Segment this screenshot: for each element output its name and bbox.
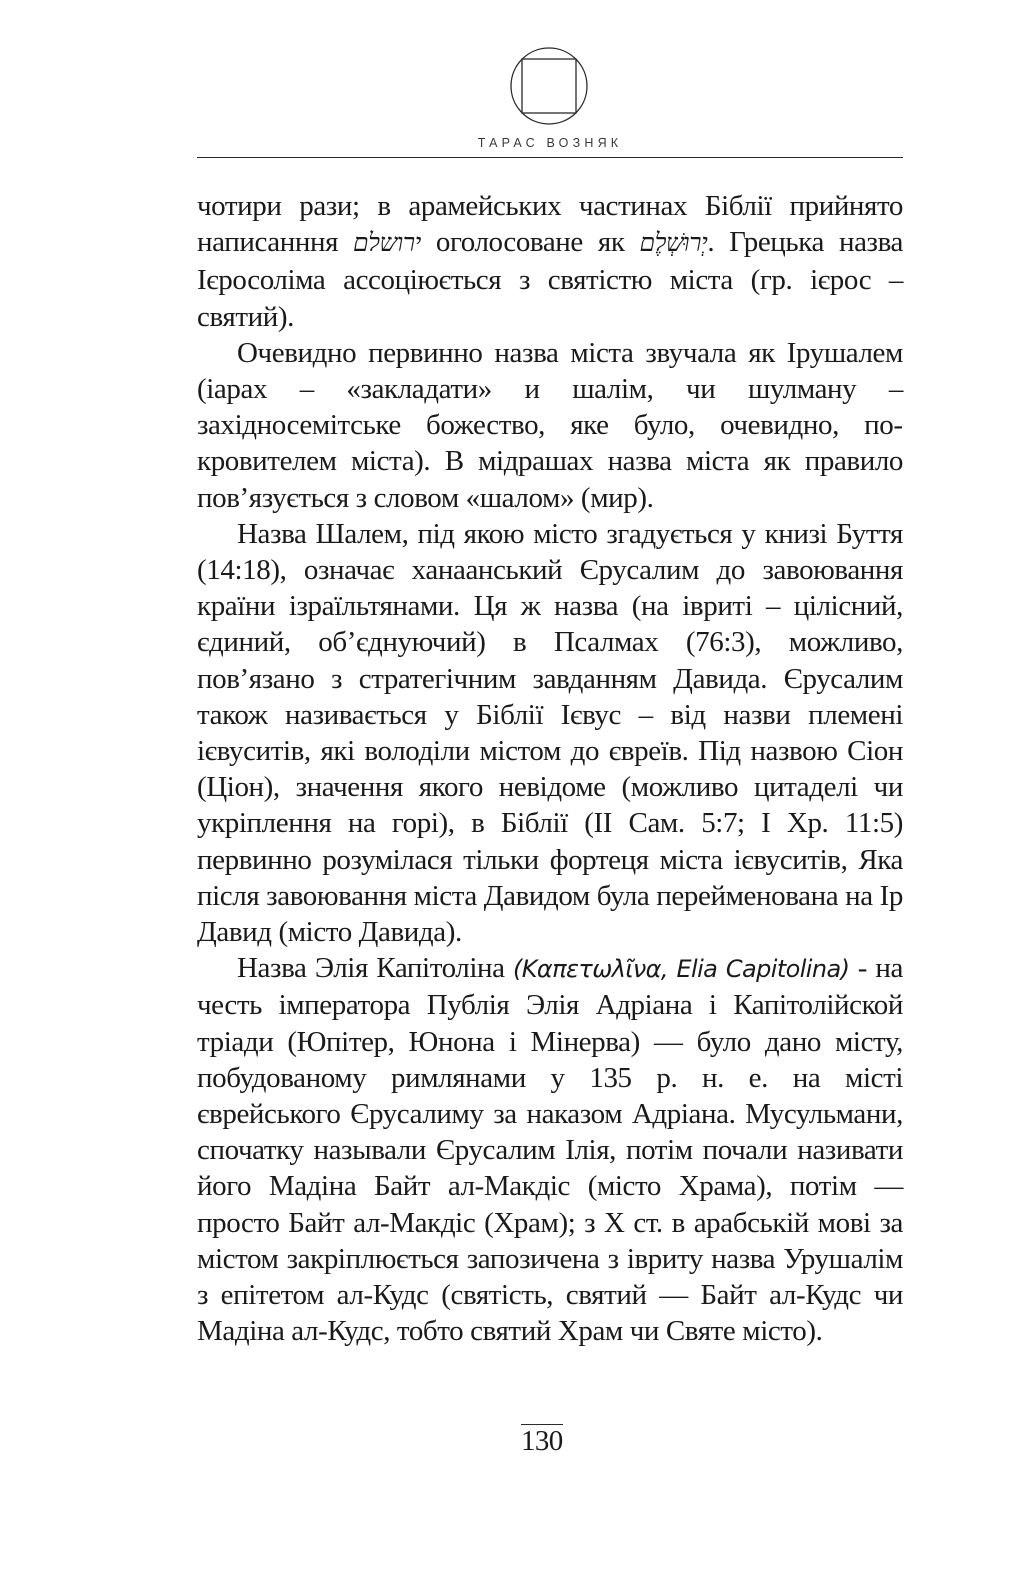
- paragraph-4-text-b: - на честь імператора Публія Элія Адріана і Капітолійской тріади (Юпітер, Юнона і Мінерва) — було дано місту, побудованому римлянами у 135 р. н. е. на місті єврейського Єрусалиму за наказом Адріана. Мусульмани, спочатку называли Єрусалим Ілія, потім почали називати його Мадіна Байт ал-Макдіс (місто Храма), потім — просто Байт ал-Макдіс (Храм); з X ст. в арабській мові за містом закріплюється запозичена з івриту назва Урушалім з епітетом ал-Кудс (святість, святий — Байт ал-Кудс чи Мадіна ал-Кудс, тобто святий Храм чи Святе місто).: [197, 952, 903, 1348]
- circle-square-logo-icon: [509, 46, 589, 126]
- body-text: [197, 188, 903, 1350]
- greek-latin-name: (Καπετωλῖνα, Elia Capitolina): [513, 955, 850, 984]
- hebrew-word-unvocalized: ירושלם: [353, 230, 421, 258]
- paragraph-3: Назва Шалем, під якою місто згадується у книзі Буття (14:18), означає ханаанський Єрусалим до завоювання країни ізраїльтянами. Ця ж назва (на івриті – цілісний, єдиний, об’єднуючий) в Псалмах (76:3), можливо, пов’язано з стратегічним завданням Давида. Єрусалим також називається у Біблії Ієвус – від назви племені ієвуситів, які володіли містом до євреїв. Під назвою Сіон (Ціон), значення якого невідоме (можливо цитаделі чи укріплення на горі), в Біблії (II Сам. 5:7; I Хр. 11:5) первинно розумілася тільки фортеця міста ієвуситів, Яка після завоювання міста Давидом була перейменована на Ір Давид (місто Давида).: [197, 517, 903, 949]
- paragraph-4-text-a: Назва Элія Капітоліна: [237, 952, 514, 985]
- paragraph-4: [197, 950, 903, 1349]
- page-number: 130: [521, 1425, 563, 1457]
- running-head: ТАРАС ВОЗНЯК: [477, 136, 623, 150]
- hebrew-word-vocalized: יְרוּשְׁלֶם: [639, 230, 708, 258]
- paragraph-1-text-a: чотири рази; в арамейських частинах Біблії прийнято написанння: [197, 190, 903, 259]
- paragraph-1: [197, 188, 903, 335]
- paragraph-1-text-b: оголосоване як: [420, 226, 640, 259]
- paragraph-1-text-c: . Грецька назва Ієросоліма ассоціюється з святістю міста (гр. ієрос – святий).: [197, 226, 903, 333]
- header-rule: [197, 157, 903, 158]
- paragraph-2: Очевидно первинно назва міста звучала як Ірушалем (іарах – «закладати» и шалім, чи шулману – західносемітське божество, яке було, очевидно, покровителем міста). В мідрашах назва міста як правило пов’язується з словом «шалом» (мир).: [197, 336, 903, 514]
